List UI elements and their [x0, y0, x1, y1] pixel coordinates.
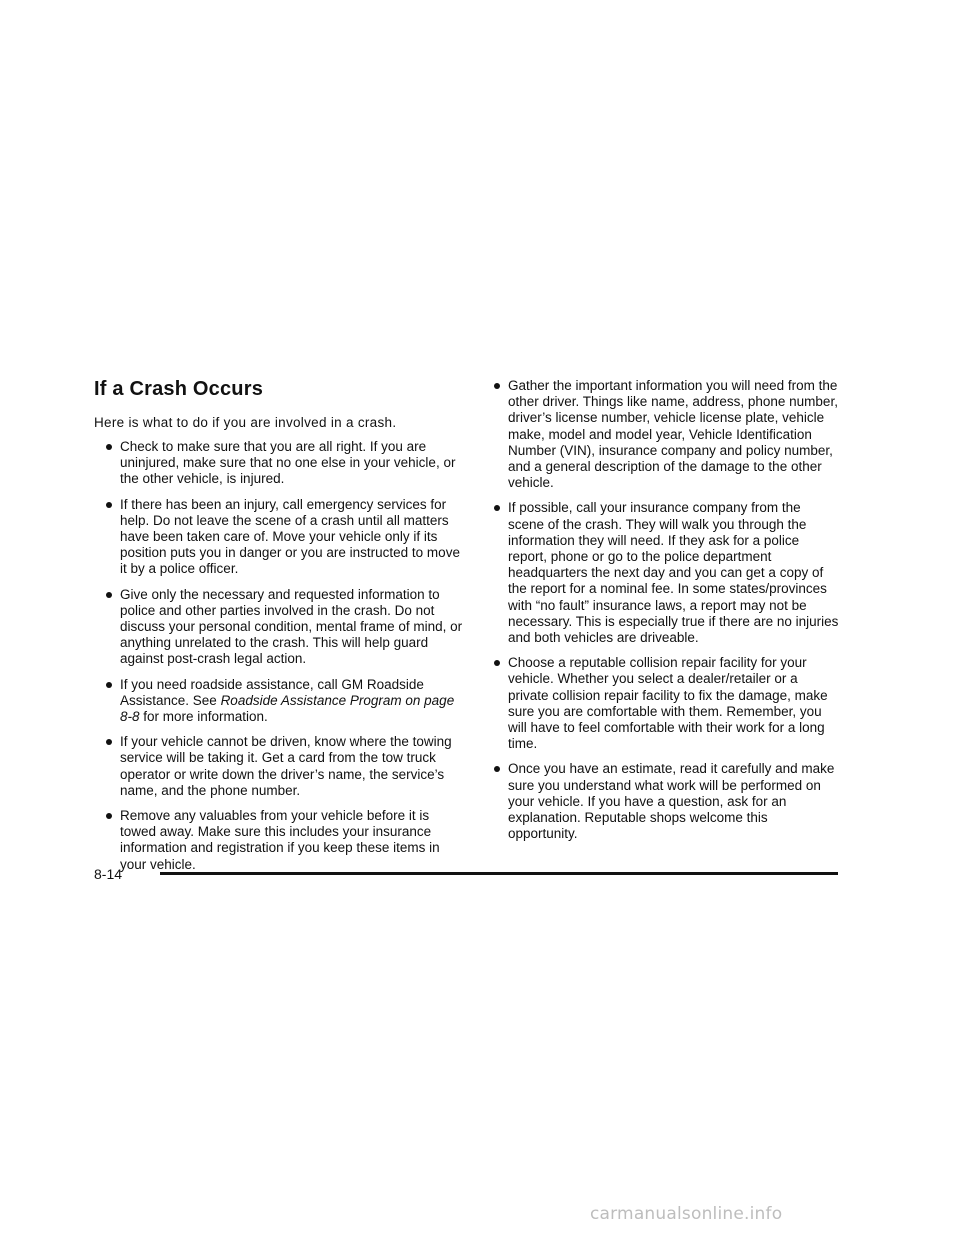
right-bullet-list	[492, 378, 840, 842]
bullet-icon	[494, 383, 500, 389]
bullet-icon	[106, 813, 112, 819]
section-title: If a Crash Occurs	[94, 378, 264, 400]
bullet-icon	[494, 766, 500, 772]
right-column	[492, 378, 840, 851]
bullet-icon	[106, 682, 112, 688]
list-item: Give only the necessary and requested information to police and other parties involved in the crash. Do not discuss your personal condition, mental frame of mind, or anything unrelated to the crash. This will help guard against post-crash legal action.	[94, 587, 468, 668]
bullet-icon	[106, 739, 112, 745]
list-item: Choose a reputable collision repair facility for your vehicle. Whether you select a dealer/retailer or a private collision repair facility to fix the damage, make sure you are comfortable with them. Remember, you will have to feel comfortable with their work for a long time.	[492, 655, 840, 752]
list-item: If possible, call your insurance company from the scene of the crash. They will walk you through the information they will need. If they ask for a police report, phone or go to the police department headquarters the next day and you can get a copy of the report for a nominal fee. In some states/provinces with “no fault” insurance laws, a report may not be necessary. This is especially true if there are no injuries and both vehicles are driveable.	[492, 500, 840, 646]
bullet-icon	[106, 502, 112, 508]
bullet-icon	[494, 505, 500, 511]
bullet-icon	[494, 660, 500, 666]
list-item: If there has been an injury, call emergency services for help. Do not leave the scene of a crash until all matters have been taken care of. Move your vehicle only if its position puts you in danger or you are instructed to move it by a police officer.	[94, 497, 468, 578]
list-item: Remove any valuables from your vehicle before it is towed away. Make sure this includes your insurance information and registration if you keep these items in your vehicle.	[94, 808, 468, 873]
bullet-icon	[106, 444, 112, 450]
bullet-icon	[106, 592, 112, 598]
list-item: If you need roadside assistance, call GM Roadside Assistance. See Roadside Assistance Program on page 8-8 for more information.	[94, 677, 468, 726]
list-item: Once you have an estimate, read it carefully and make sure you understand what work will be performed on your vehicle. If you have a question, ask for an explanation. Reputable shops welcome this opportunity.	[492, 761, 840, 842]
cross-reference-link[interactable]: Roadside Assistance Program on page 8-8	[120, 692, 455, 725]
list-item: If your vehicle cannot be driven, know where the towing service will be taking it. Get a card from the tow truck operator or write down the driver’s name, the service’s name, and the phone number.	[94, 734, 468, 799]
watermark-text: carmanualsonline.info	[590, 1204, 783, 1224]
footer-rule	[160, 872, 838, 875]
list-item: Gather the important information you will need from the other driver. Things like name, address, phone number, driver’s license number, vehicle license plate, vehicle make, model and model year, Vehicle Identification Number (VIN), insurance company and policy number, and a general description of the damage to the other vehicle.	[492, 378, 840, 491]
section-intro: Here is what to do if you are involved in a crash.	[94, 415, 397, 430]
page-number: 8-14	[94, 866, 123, 882]
list-item: Check to make sure that you are all right. If you are uninjured, make sure that no one else in your vehicle, or the other vehicle, is injured.	[94, 439, 468, 488]
left-bullet-list	[94, 439, 468, 873]
left-column	[94, 378, 468, 882]
